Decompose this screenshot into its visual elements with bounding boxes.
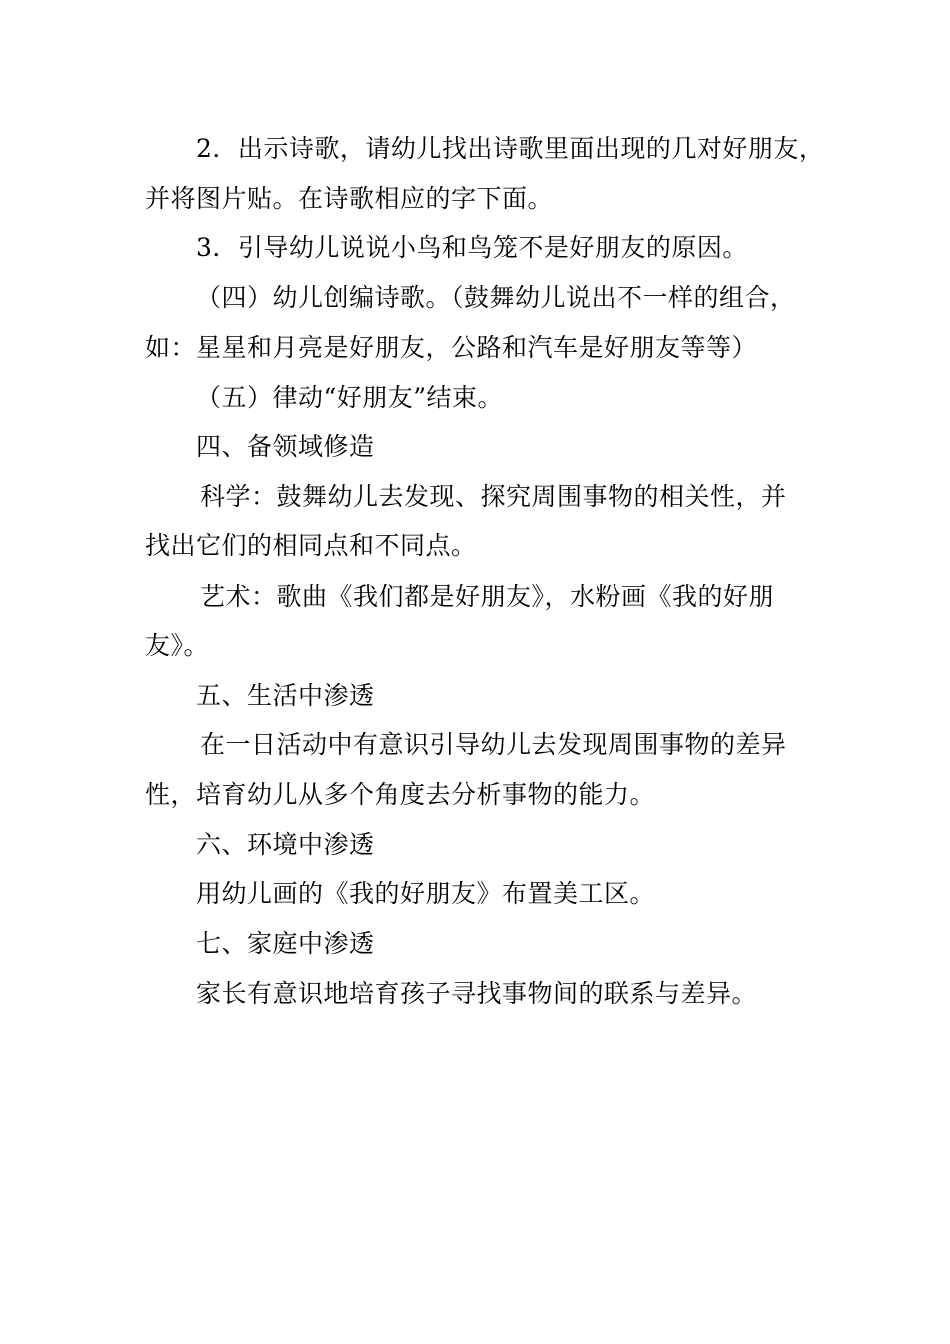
paragraph-line: 2．出示诗歌，请幼儿找出诗歌里面出现的几对好朋友， [196,134,825,163]
paragraph-line: 并将图片贴。在诗歌相应的字下面。 [145,184,554,213]
section-heading: 五、生活中渗透 [196,681,375,710]
paragraph-line: 艺术：歌曲《我们都是好朋友》，水粉画《我的好朋 [200,582,775,611]
paragraph-line: （四）幼儿创编诗歌。（鼓舞幼儿说出不一样的组合， [196,283,796,312]
paragraph-line: 在一日活动中有意识引导幼儿去发现周围事物的差异 [200,730,787,759]
section-heading: 六、环境中渗透 [196,830,375,859]
section-heading: 七、家庭中渗透 [196,929,375,958]
paragraph-line: （五）律动“好朋友”结束。 [196,383,504,412]
paragraph-line: 用幼儿画的《我的好朋友》布置美工区。 [196,879,656,908]
paragraph-line: 家长有意识地培育孩子寻找事物间的联系与差异。 [196,979,758,1008]
paragraph-line: 科学：鼓舞幼儿去发现、探究周围事物的相关性，并 [200,482,787,511]
section-heading: 四、备领域修造 [196,432,375,461]
paragraph-line: 友》。 [145,631,210,660]
paragraph-line: 3．引导幼儿说说小鸟和鸟笼不是好朋友的原因。 [196,233,748,262]
paragraph-line: 性，培育幼儿从多个角度去分析事物的能力。 [145,780,656,809]
paragraph-line: 如：星星和月亮是好朋友，公路和汽车是好朋友等等） [145,333,758,362]
paragraph-line: 找出它们的相同点和不同点。 [145,531,477,560]
